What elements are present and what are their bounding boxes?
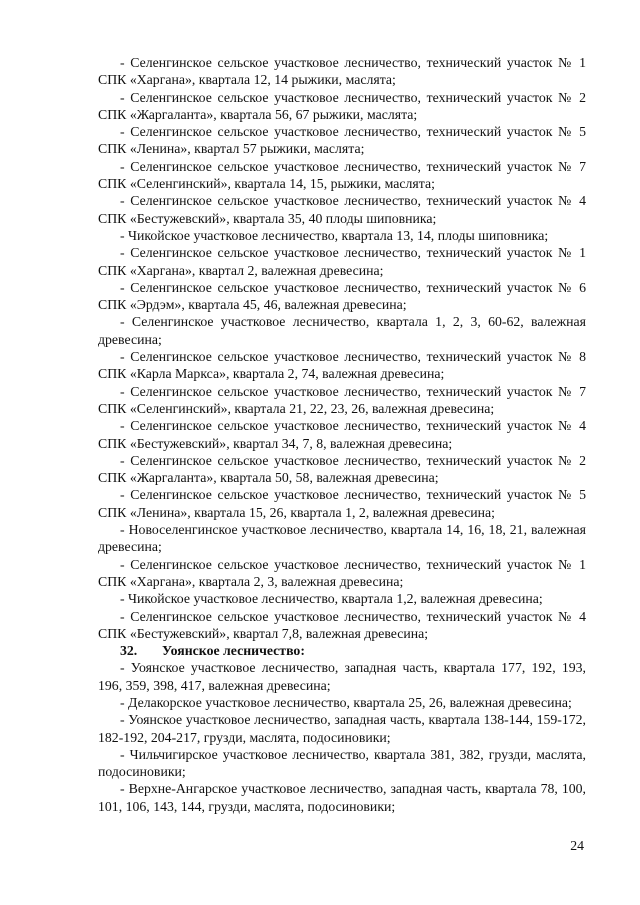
paragraph: - Чикойское участковое лесничество, квартала 1,2, валежная древесина; xyxy=(120,591,543,607)
section-number: 32. xyxy=(120,643,138,659)
paragraph: - Селенгинское сельское участковое лесничество, технический участок № 1 СПК «Харгана», квартала 2, 3, валежная древесина; xyxy=(98,556,586,589)
paragraph: - Делакорское участковое лесничество, квартала 25, 26, валежная древесина; xyxy=(120,694,572,710)
paragraph: - Чильчигирское участковое лесничество, квартала 381, 382, грузди, маслята, подосиновики; xyxy=(98,746,586,780)
section-title: Уоянское лесничество: xyxy=(162,643,305,659)
paragraph: - Уоянское участковое лесничество, западная часть, квартала 177, 192, 193, 196, 359, 398, 417, валежная древесина; xyxy=(98,660,586,693)
paragraph: - Селенгинское сельское участковое лесничество, технический участок № 7 СПК «Селенгинский», квартала 21, 22, 23, 26, валежная древесина; xyxy=(98,383,586,416)
paragraph: - Селенгинское сельское участковое лесничество, технический участок № 7 СПК «Селенгинский», квартала 14, 15, рыжики, маслята; xyxy=(98,158,586,192)
paragraph: - Верхне-Ангарское участковое лесничество, западная часть, квартала 78, 100, 101, 106, 143, 144, грузди, маслята, подосиновики; xyxy=(98,781,586,814)
paragraph: - Селенгинское сельское участковое лесничество, технический участок № 5 СПК «Ленина», квартала 15, 26, квартала 1, 2, валежная древесина; xyxy=(98,487,586,520)
paragraph: - Селенгинское сельское участковое лесничество, технический участок № 1 СПК «Харгана», квартал 2, валежная древесина; xyxy=(98,245,586,278)
section-heading xyxy=(98,642,586,659)
paragraph: - Селенгинское сельское участковое лесничество, технический участок № 2 СПК «Жаргаланта», квартала 56, 67 рыжики, маслята; xyxy=(98,89,586,122)
paragraph: - Селенгинское сельское участковое лесничество, технический участок № 2 СПК «Жаргаланта», квартала 50, 58, валежная древесина; xyxy=(98,452,586,486)
paragraph: - Селенгинское сельское участковое лесничество, технический участок № 5 СПК «Ленина», квартал 57 рыжики, маслята; xyxy=(98,124,586,157)
paragraph: - Селенгинское сельское участковое лесничество, технический участок № 4 СПК «Бестужевский», квартал 7,8, валежная древесина; xyxy=(98,608,586,641)
page-number: 24 xyxy=(570,838,584,853)
paragraph: - Чикойское участковое лесничество, квартала 13, 14, плоды шиповника; xyxy=(120,227,549,243)
paragraph: - Селенгинское сельское участковое лесничество, технический участок № 4 СПК «Бестужевский», квартала 35, 40 плоды шиповника; xyxy=(98,193,586,226)
paragraph: - Новоселенгинское участковое лесничество, квартала 14, 16, 18, 21, валежная древесина; xyxy=(98,522,586,555)
document-body xyxy=(98,54,586,815)
paragraph: - Селенгинское сельское участковое лесничество, технический участок № 1 СПК «Харгана», квартала 12, 14 рыжики, маслята; xyxy=(98,55,586,88)
paragraph: - Уоянское участковое лесничество, западная часть, квартала 138-144, 159-172, 182-192, 204-217, грузди, маслята, подосиновики; xyxy=(98,712,586,745)
paragraph: - Селенгинское сельское участковое лесничество, технический участок № 6 СПК «Эрдэм», квартала 45, 46, валежная древесина; xyxy=(98,279,586,313)
paragraph: - Селенгинское участковое лесничество, квартала 1, 2, 3, 60-62, валежная древесина; xyxy=(98,314,586,347)
paragraph: - Селенгинское сельское участковое лесничество, технический участок № 4 СПК «Бестужевский», квартал 34, 7, 8, валежная древесина; xyxy=(98,418,586,451)
paragraph: - Селенгинское сельское участковое лесничество, технический участок № 8 СПК «Карла Маркса», квартала 2, 74, валежная древесина; xyxy=(98,349,586,382)
